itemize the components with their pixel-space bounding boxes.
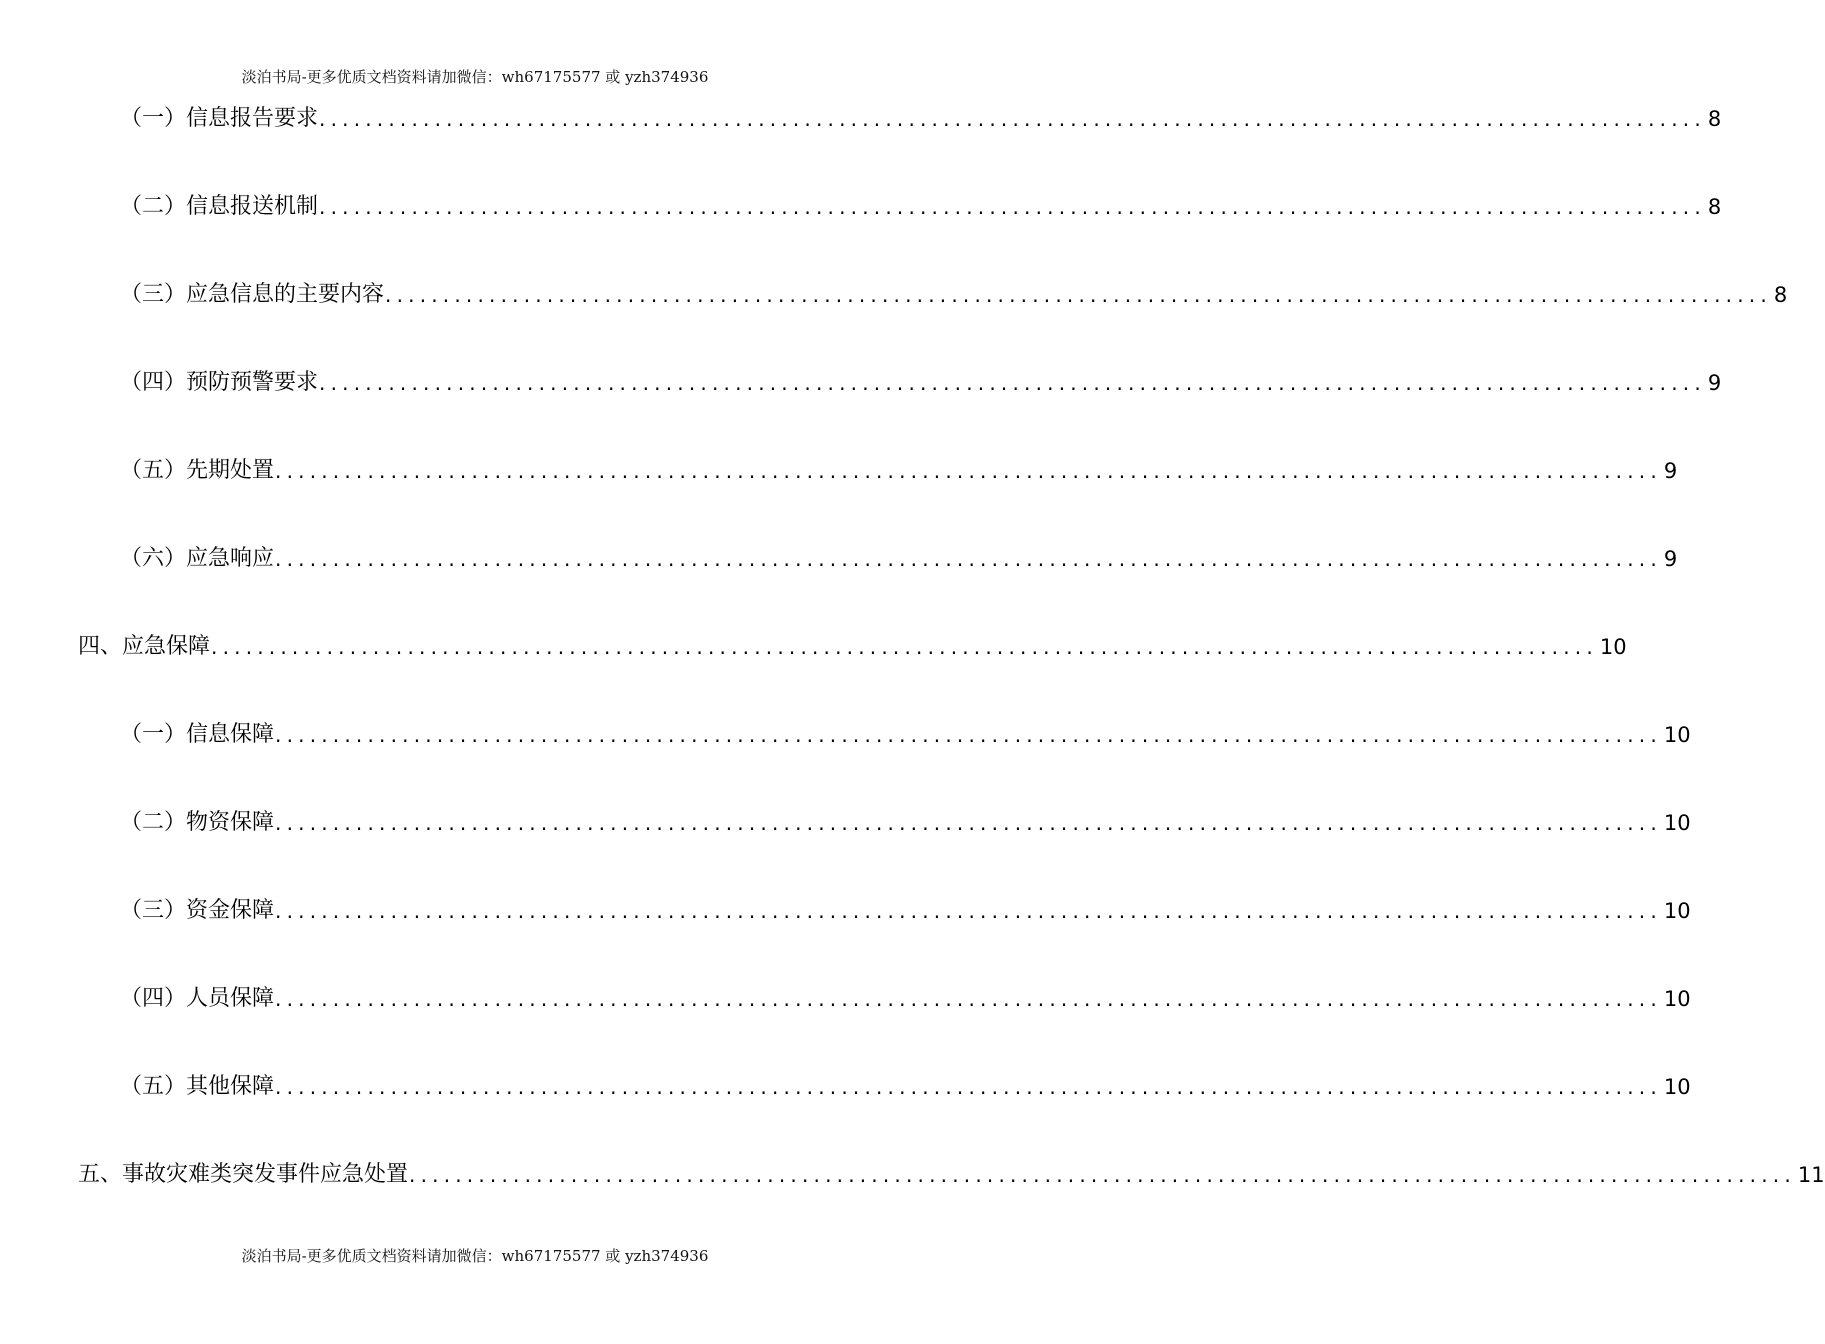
toc-dot-leader: ........................................................................................................................ (275, 899, 1662, 923)
toc-entry[interactable] (120, 541, 1678, 577)
toc-dot-leader: ........................................................................................................................ (275, 987, 1662, 1011)
toc-entry[interactable] (120, 365, 1722, 401)
toc-entry-label: （四）预防预警要求 (120, 370, 319, 395)
toc-page-number: 11 (1797, 1163, 1825, 1187)
toc-page-number: 10 (1663, 811, 1691, 835)
toc-entry[interactable] (120, 189, 1722, 225)
toc-page-number: 9 (1663, 459, 1678, 483)
toc-page-number: 10 (1663, 1075, 1691, 1099)
toc-entry[interactable] (120, 277, 1788, 313)
toc-page-number: 9 (1707, 371, 1722, 395)
toc-entry[interactable] (78, 629, 1627, 665)
toc-dot-leader: ........................................................................................................................ (319, 195, 1706, 219)
toc-entry[interactable] (120, 981, 1691, 1017)
header-watermark: 淡泊书局-更多优质文档资料请加微信：wh67175577 或 yzh374936 (241, 68, 709, 86)
toc-entry-label: （四）人员保障 (120, 986, 275, 1011)
toc-dot-leader: ........................................................................................................................ (319, 107, 1706, 131)
toc-entry-label: （五）其他保障 (120, 1074, 275, 1099)
toc-entry[interactable] (120, 453, 1678, 489)
toc-page-number: 10 (1663, 899, 1691, 923)
toc-entry-label: （二）信息报送机制 (120, 194, 319, 219)
toc-entry-label: （一）信息保障 (120, 722, 275, 747)
toc-dot-leader: ........................................................................................................................ (385, 283, 1772, 307)
toc-entry[interactable] (120, 101, 1722, 137)
toc-page-number: 8 (1707, 107, 1722, 131)
toc-dot-leader: ........................................................................................................................ (275, 459, 1662, 483)
toc-entry-label: （三）资金保障 (120, 898, 275, 923)
toc-entry-label: 五、事故灾难类突发事件应急处置 (78, 1162, 409, 1187)
toc-dot-leader: ........................................................................................................................ (275, 547, 1662, 571)
toc-page-number: 8 (1773, 283, 1788, 307)
toc-dot-leader: ........................................................................................................................ (275, 723, 1662, 747)
toc-entry-label: （五）先期处置 (120, 458, 275, 483)
toc-entry[interactable] (120, 893, 1691, 929)
toc-dot-leader: ........................................................................................................................ (211, 635, 1598, 659)
toc-page-number: 10 (1599, 635, 1627, 659)
toc-page-number: 8 (1707, 195, 1722, 219)
toc-entry-label: 四、应急保障 (78, 634, 211, 659)
toc-entry[interactable] (120, 805, 1691, 841)
toc-entry[interactable] (120, 717, 1691, 753)
toc-entry-label: （三）应急信息的主要内容 (120, 282, 385, 307)
footer-watermark: 淡泊书局-更多优质文档资料请加微信：wh67175577 或 yzh374936 (241, 1247, 709, 1265)
toc-entry[interactable] (120, 1069, 1691, 1105)
toc-dot-leader: ........................................................................................................................ (409, 1163, 1796, 1187)
toc-entry-label: （二）物资保障 (120, 810, 275, 835)
toc-entry-label: （一）信息报告要求 (120, 106, 319, 131)
toc-dot-leader: ........................................................................................................................ (319, 371, 1706, 395)
toc-dot-leader: ........................................................................................................................ (275, 811, 1662, 835)
toc-dot-leader: ........................................................................................................................ (275, 1075, 1662, 1099)
toc-entry-label: （六）应急响应 (120, 546, 275, 571)
toc-page-number: 10 (1663, 723, 1691, 747)
toc-page-number: 9 (1663, 547, 1678, 571)
toc-entry[interactable] (78, 1157, 1825, 1193)
toc-page-number: 10 (1663, 987, 1691, 1011)
